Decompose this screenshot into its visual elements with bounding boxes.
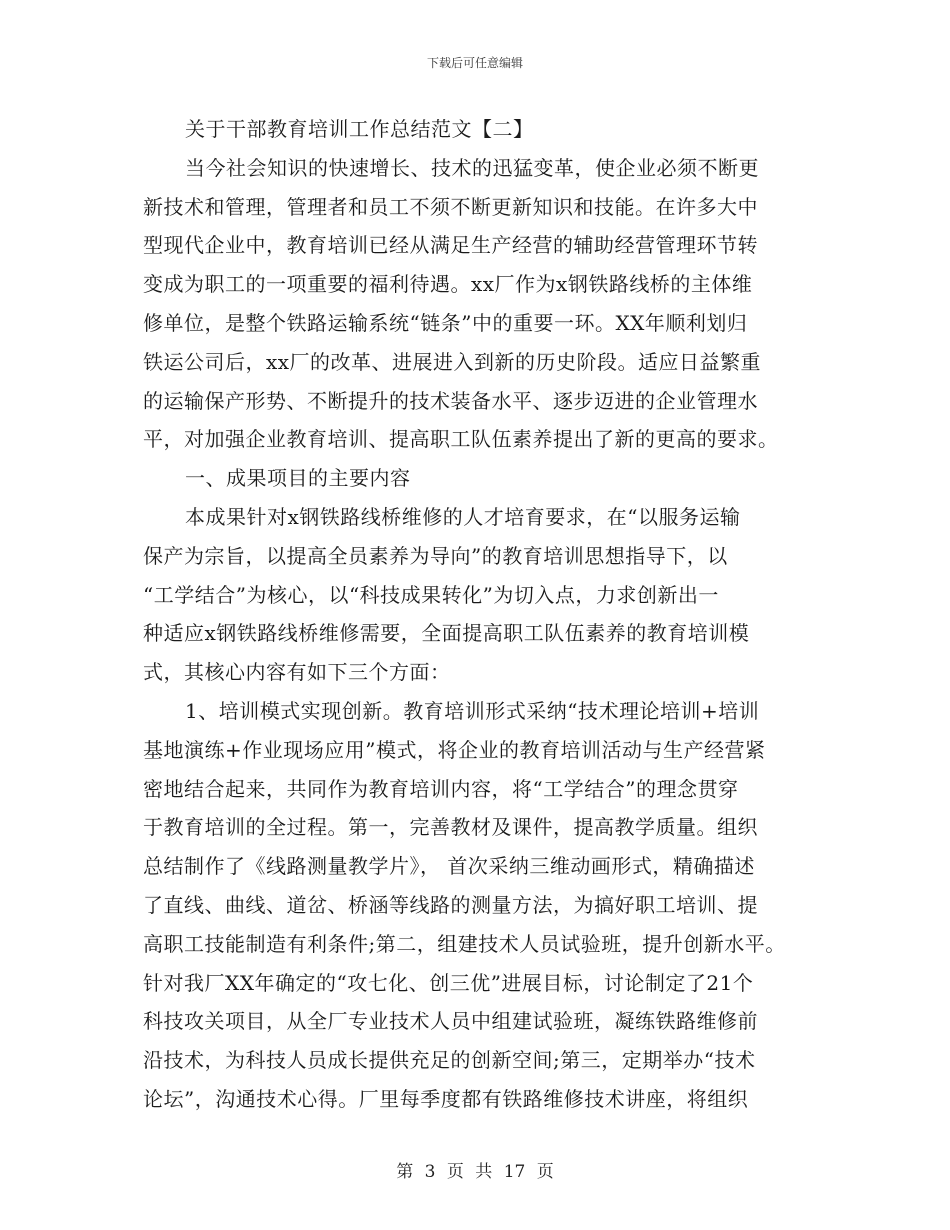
text-line: 新技术和管理，管理者和员工不须不断更新知识和技能。在许多大中 — [143, 194, 758, 219]
text-line: 针对我厂XX年确定的“攻七化、创三优”进展目标，讨论制定了21个 — [143, 970, 754, 995]
text-line: 密地结合起来，共同作为教育培训内容，将“工学结合”的理念贯穿 — [143, 776, 739, 801]
page-footer: 第 3 页 共 17 页 — [396, 1162, 554, 1182]
text-line: 1、培训模式实现创新。教育培训形式采纳“技术理论培训+培训 — [185, 698, 760, 723]
text-line: 修单位，是整个铁路运输系统“链条”中的重要一环。XX年顺利划归 — [143, 310, 748, 335]
text-line: 保产为宗旨，以提高全员素养为导向”的教育培训思想指导下，以 — [143, 543, 728, 568]
text-line: 沿技术，为科技人员成长提供充足的创新空间;第三，定期举办“技术 — [143, 1048, 756, 1073]
text-line: 种适应x钢铁路线桥维修需要，全面提高职工队伍素养的教育培训模 — [143, 621, 750, 646]
text-line: 型现代企业中，教育培训已经从满足生产经营的辅助经营管理环节转 — [143, 233, 758, 258]
text-line: 本成果针对x钢铁路线桥维修的人才培育要求，在“以服务运输 — [185, 504, 741, 529]
text-line: 关于干部教育培训工作总结范文【二】 — [185, 117, 534, 141]
text-line: 科技攻关项目，从全厂专业技术人员中组建试验班，凝练铁路维修前 — [143, 1009, 758, 1034]
document-body — [143, 110, 833, 1119]
text-line: 高职工技能制造有利条件;第二，组建技术人员试验班，提升创新水平。 — [143, 931, 786, 956]
text-line: 基地演练+作业现场应用”模式，将企业的教育培训活动与生产经营紧 — [143, 737, 766, 762]
text-line: 铁运公司后，xx厂的改革、进展进入到新的历史阶段。适应日益繁重 — [143, 349, 762, 374]
text-line: 式，其核心内容有如下三个方面： — [143, 660, 451, 685]
text-line: 论坛”，沟通技术心得。厂里每季度都有铁路维修技术讲座，将组织 — [143, 1086, 749, 1111]
text-line: 平，对加强企业教育培训、提高职工队伍素养提出了新的更高的要求。 — [143, 427, 779, 452]
text-line: 于教育培训的全过程。第一，完善教材及课件，提高教学质量。组织 — [143, 815, 758, 840]
text-line: 总结制作了《线路测量教学片》， 首次采纳三维动画形式，精确描述 — [143, 854, 755, 879]
text-line: 了直线、曲线、道岔、桥涵等线路的测量方法，为搞好职工培训、提 — [143, 892, 758, 917]
page-header: 下载后可任意编辑 — [426, 56, 523, 70]
text-line: 当今社会知识的快速增长、技术的迅猛变革，使企业必须不断更 — [185, 155, 759, 180]
text-line: 的运输保产形势、不断提升的技术装备水平、逐步迈进的企业管理水 — [143, 388, 758, 413]
text-line: “工学结合”为核心，以“科技成果转化”为切入点，力求创新出一 — [143, 582, 719, 607]
text-line: 变成为职工的一项重要的福利待遇。xx厂作为x钢铁路线桥的主体维 — [143, 272, 753, 297]
text-line: 一、成果项目的主要内容 — [185, 466, 411, 491]
